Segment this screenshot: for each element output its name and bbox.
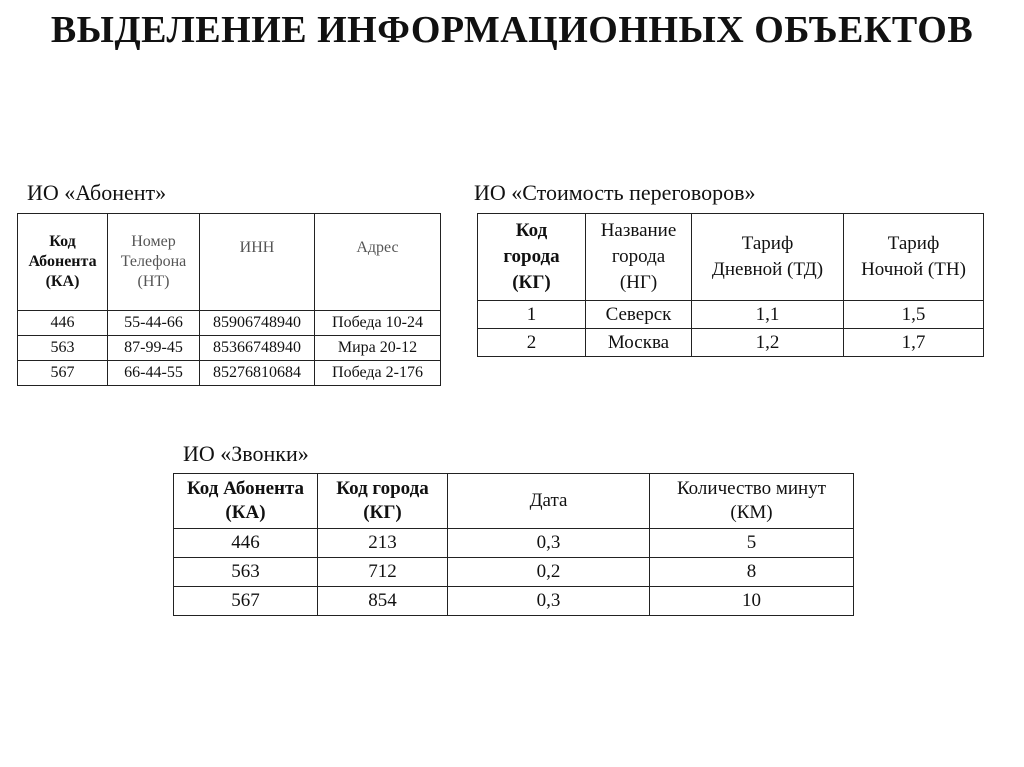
abonent-caption: ИО «Абонент» <box>27 180 167 205</box>
calls-table <box>173 473 854 616</box>
cost-table <box>477 213 984 357</box>
table-row: 2 Москва 1,2 1,7 <box>478 329 984 357</box>
calls-caption: ИО «Звонки» <box>183 441 309 466</box>
header-cell: Тариф Ночной (ТН) <box>844 214 984 301</box>
header-cell: Количество минут (КМ) <box>650 474 854 529</box>
table-row: 563 87-99-45 85366748940 Мира 20-12 <box>18 336 441 361</box>
header-cell: Код Абонента (КА) <box>18 214 108 311</box>
header-cell: ИНН <box>200 214 315 311</box>
cost-caption: ИО «Стоимость переговоров» <box>474 180 756 205</box>
header-cell: Номер Телефона (НТ) <box>108 214 200 311</box>
table-row: 563 712 0,2 8 <box>174 558 854 587</box>
header-cell: Код города (КГ) <box>478 214 586 301</box>
table-row: 567 66-44-55 85276810684 Победа 2-176 <box>18 361 441 386</box>
header-cell: Код города (КГ) <box>318 474 448 529</box>
header-cell: Дата <box>448 474 650 529</box>
header-cell: Название города (НГ) <box>586 214 692 301</box>
table-header-row <box>478 214 984 301</box>
table-row: 1 Северск 1,1 1,5 <box>478 301 984 329</box>
header-cell: Код Абонента (КА) <box>174 474 318 529</box>
header-cell: Адрес <box>315 214 441 311</box>
page-title: ВЫДЕЛЕНИЕ ИНФОРМАЦИОННЫХ ОБЪЕКТОВ <box>50 9 974 51</box>
header-cell: Тариф Дневной (ТД) <box>692 214 844 301</box>
abonent-table <box>17 213 441 386</box>
table-row: 567 854 0,3 10 <box>174 587 854 616</box>
table-row: 446 55-44-66 85906748940 Победа 10-24 <box>18 311 441 336</box>
table-row: 446 213 0,3 5 <box>174 529 854 558</box>
table-header-row <box>174 474 854 529</box>
table-header-row <box>18 214 441 311</box>
